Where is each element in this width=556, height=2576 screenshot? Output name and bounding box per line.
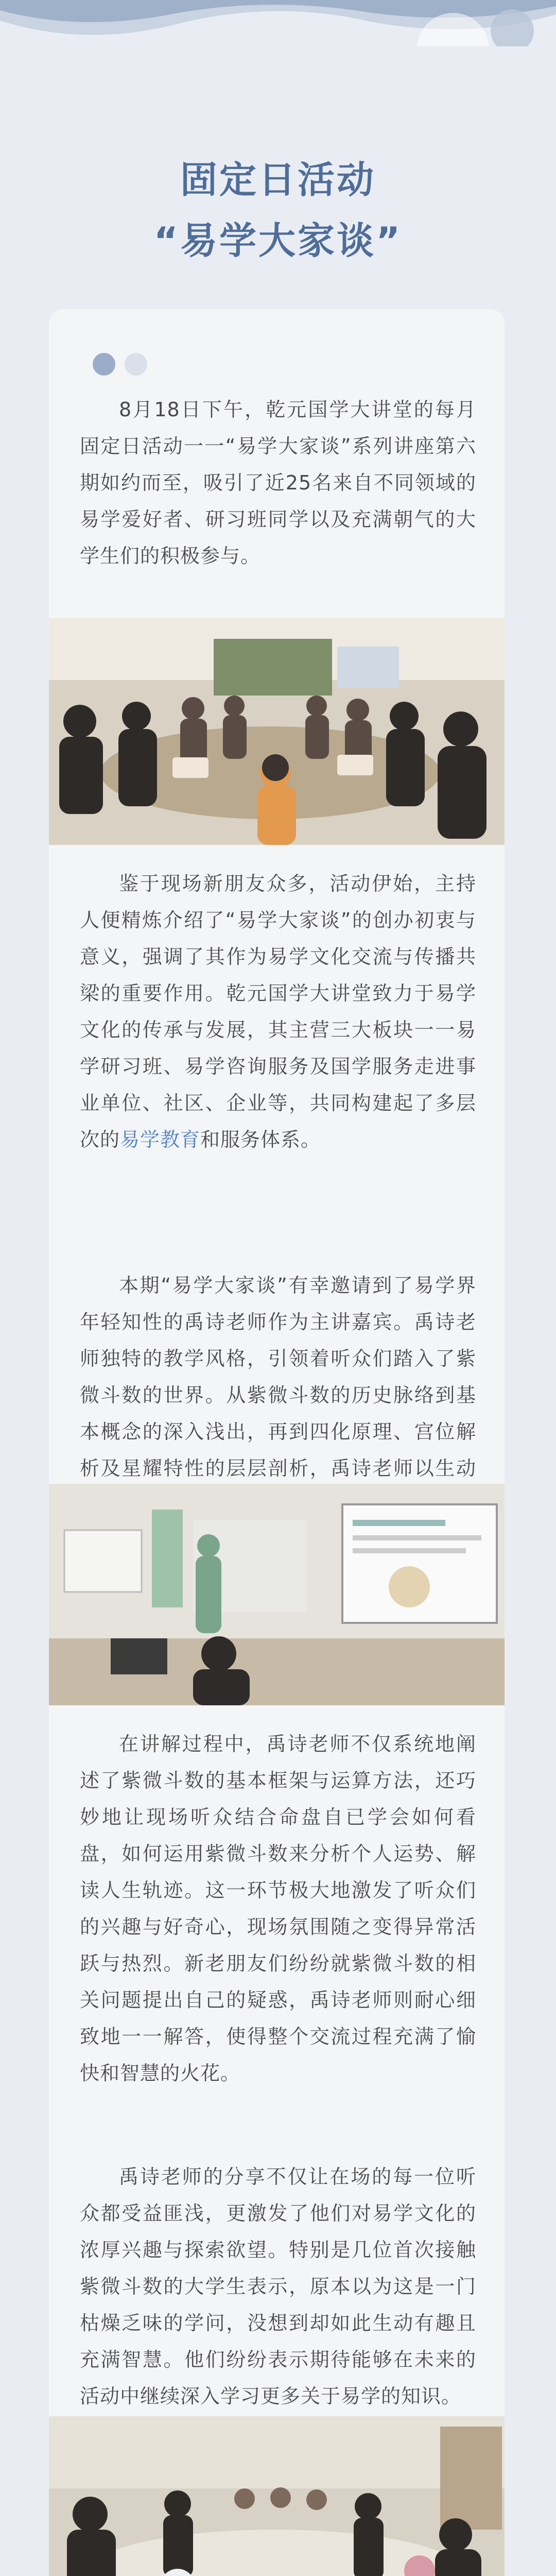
photo-lecture-screen [49,1484,505,1705]
paragraph-lecture: 在讲解过程中，禹诗老师不仅系统地阐述了紫微斗数的基本框架与运算方法，还巧妙地让现场听众结合命盘自已学会如何看盘，如何运用紫微斗数来分析个人运势、解读人生轨迹。这一环节极大地激发了听众们的兴趣与好奇心，现场氛围随之变得异常活跃与热烈。新老朋友们纷纷就紫微斗数的相关问题提出自己的疑惑，禹诗老师则耐心细致地一一解答，使得整个交流过程充满了愉快和智慧的火花。 [80,1733,476,2084]
page-title [0,149,556,271]
paragraph-sharing: 禹诗老师的分享不仅让在场的每一位听众都受益匪浅，更激发了他们对易学文化的浓厚兴趣与探索欲望。特别是几位首次接触紫微斗数的大学生表示，原本以为这是一门枯燥乏味的学问，没想到却如此生动有趣且充满智慧。他们纷纷表示期待能够在未来的活动中继续深入学习更多关于易学的知识。 [80,2165,476,2408]
title-line-1: 固定日活动 [180,158,376,201]
dot-icon [93,353,115,376]
paragraph-host-tail: 和服务体系。 [200,1128,321,1151]
paragraph-speaker: 本期“易学大家谈”有幸邀请到了易学界年轻知性的禹诗老师作为主讲嘉宾。禹诗老师独特的教学风格，引领着听众们踏入了紫微斗数的世界。从紫微斗数的历史脉络到基本概念的深入浅出，再到四化原理、宫位解析及星耀特性的层层剖析，禹诗老师以生动 [80,1274,476,1480]
education-link[interactable]: 易学教育 [120,1128,201,1151]
photo-audience-room [49,618,505,845]
top-wave-decoration [0,0,556,46]
paragraph-host-text: 鉴于现场新朋友众多，活动伊始，主持人便精炼介绍了“易学大家谈”的创办初衷与意义，强调了其作为易学文化交流与传播共梁的重要作用。乾元国学大讲堂致力于易学文化的传承与发展，其主营三大板块一一易学研习班、易学咨询服务及国学服务走进事业单位、社区、企业等，共同构建起了多层次的 [80,872,476,1151]
paragraph-host-intro [80,866,476,1158]
paragraph-intro: 8月18日下午，乾元国学大讲堂的每月固定日活动一一“易学大家谈”系列讲座第六期如约而至，吸引了近25名来自不同领域的易学爱好者、研习班同学以及充满朝气的大学生们的积极参与。 [80,398,476,567]
title-line-2: “易学大家谈” [153,219,403,262]
photo-group-discussion [49,2416,505,2576]
decorative-dots [93,353,157,378]
dot-icon [125,353,147,376]
content-card [49,309,505,2576]
